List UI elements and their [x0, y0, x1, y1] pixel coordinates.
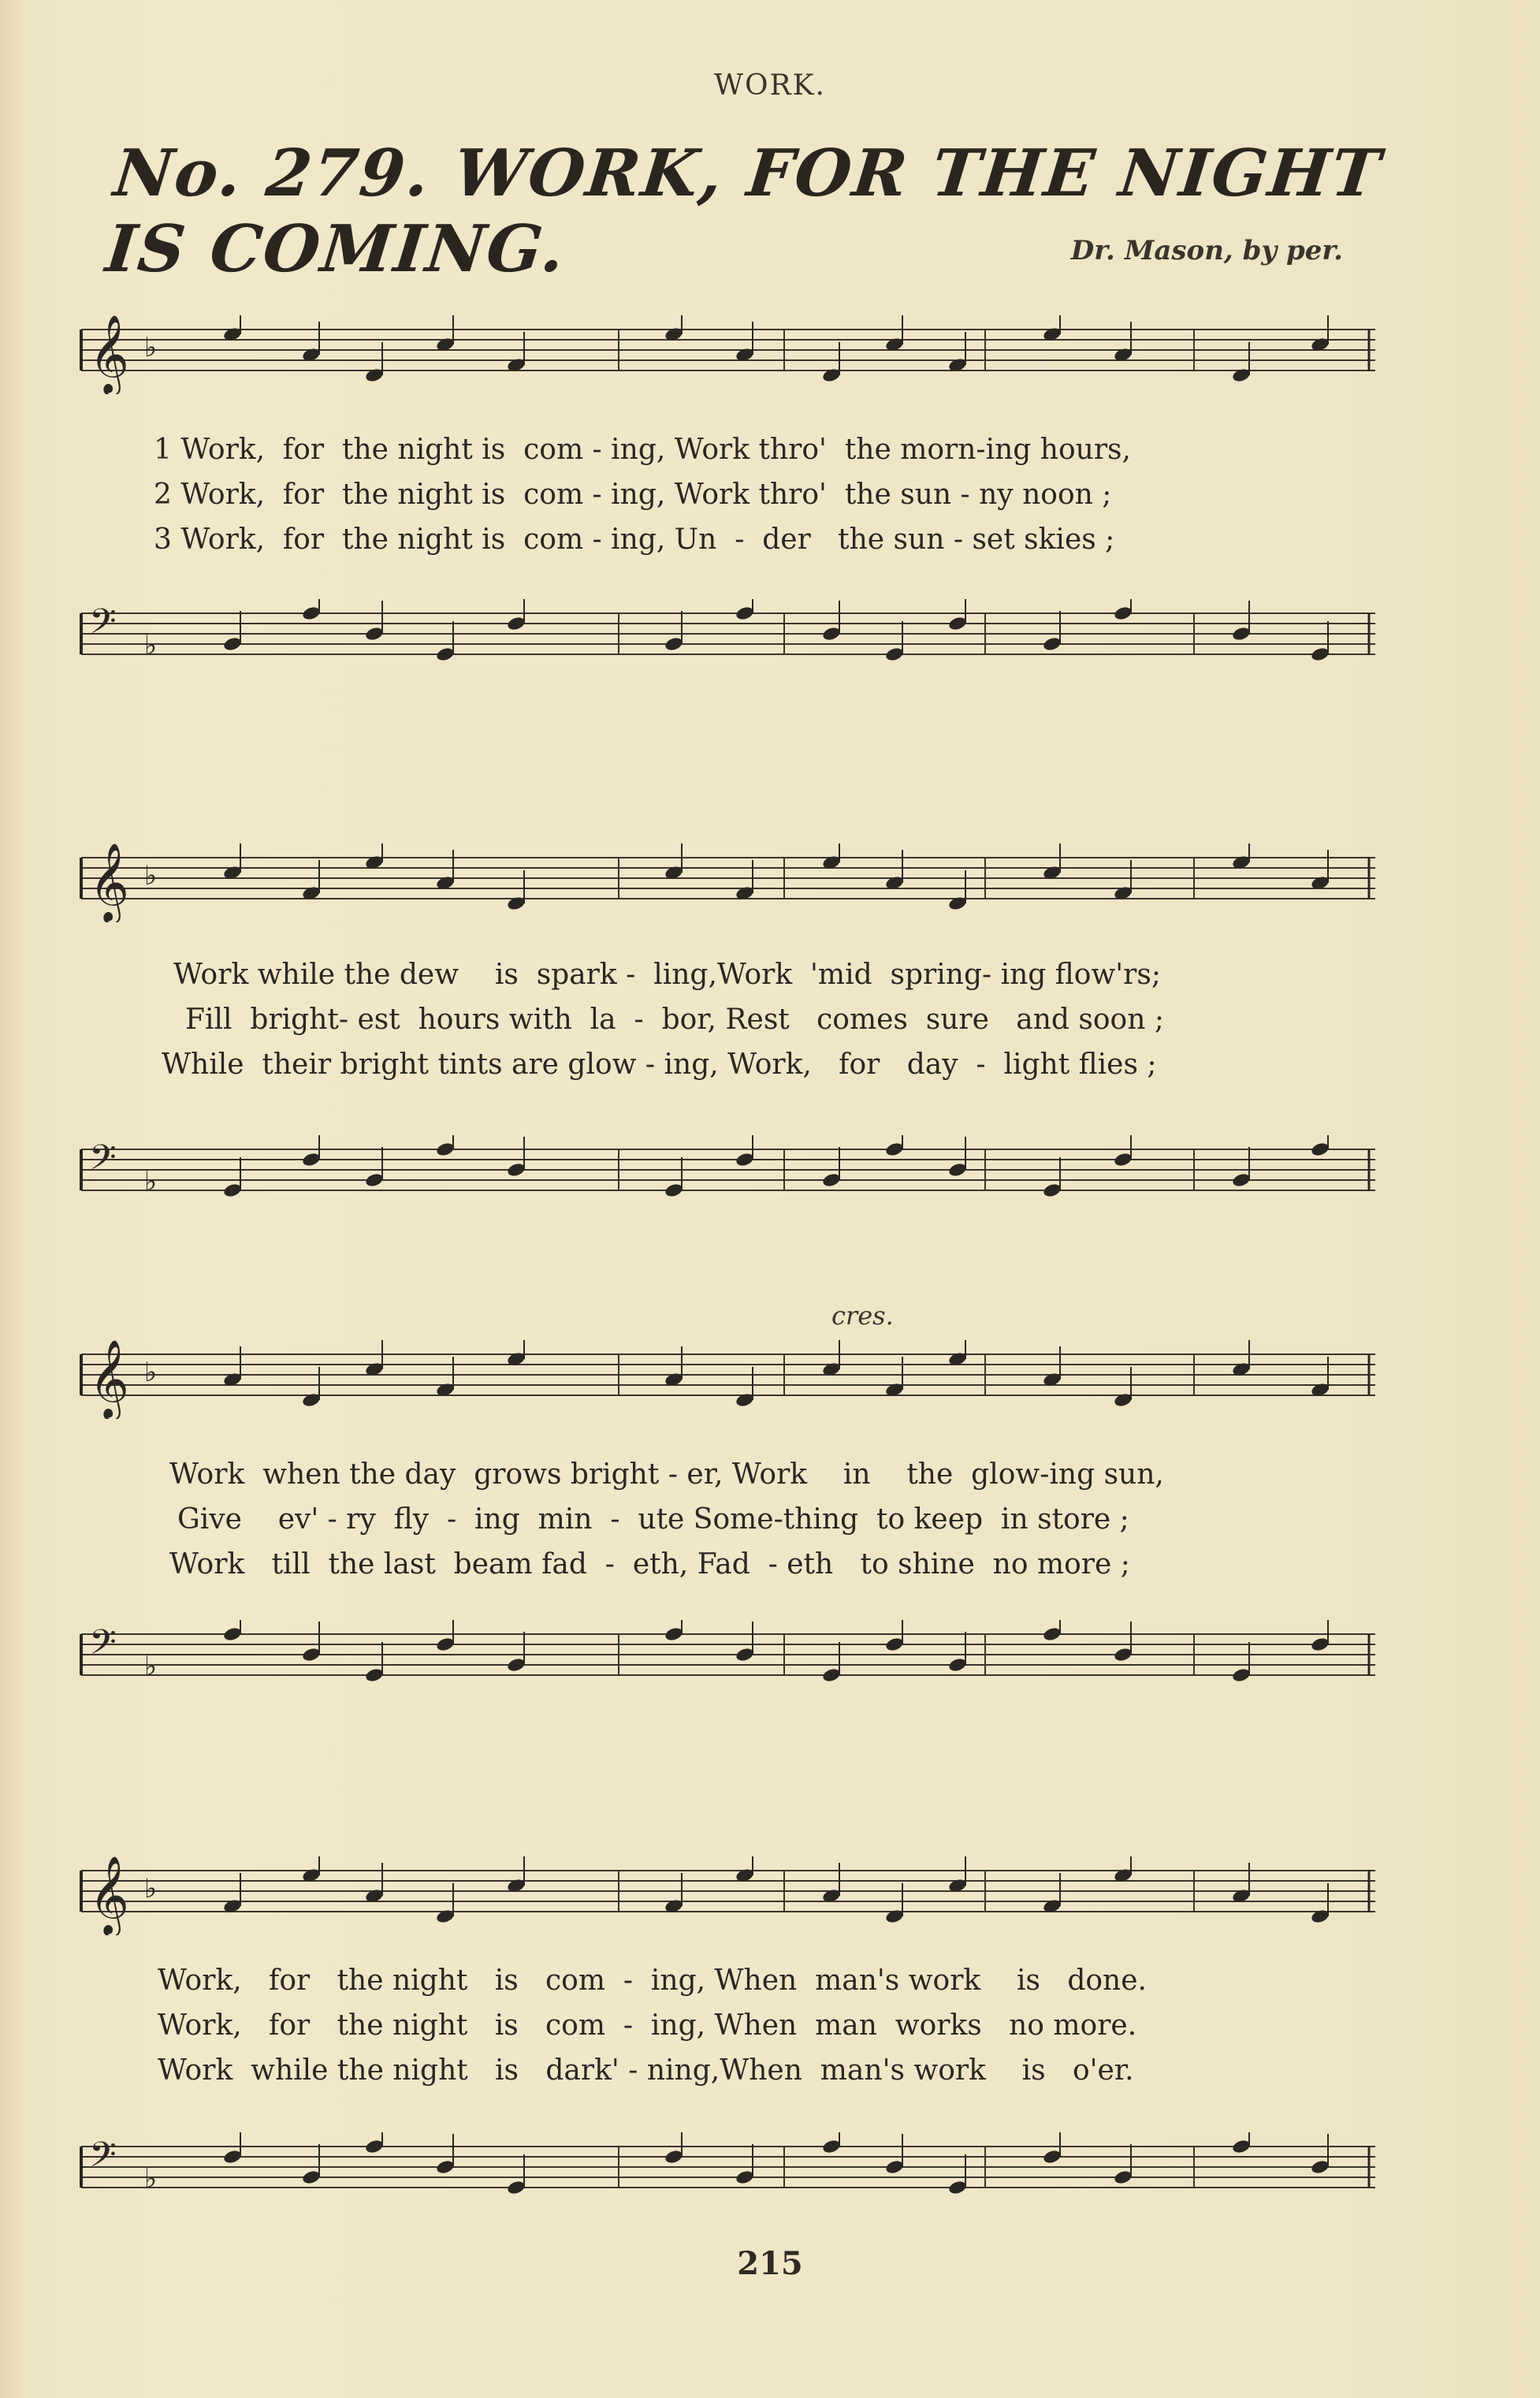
- notehead: [301, 1647, 321, 1663]
- notehead: [735, 2169, 754, 2186]
- composer-attribution: Dr. Mason, by per.: [1070, 235, 1343, 266]
- notehead: [1310, 1637, 1330, 1653]
- treble-clef-icon: 𝄞: [89, 1340, 129, 1418]
- notehead: [506, 1162, 526, 1179]
- bass-clef-icon: 𝄢: [89, 1622, 117, 1671]
- lyric-line: Work, for the night is com - ing, When man works no more.: [158, 2009, 1137, 2042]
- treble-staff: [75, 315, 1383, 394]
- notehead: [947, 1162, 967, 1179]
- notehead: [821, 2139, 841, 2155]
- notehead: [735, 1392, 754, 1409]
- notehead: [821, 626, 841, 642]
- notehead: [301, 1152, 321, 1168]
- flat-icon: ♭: [144, 860, 158, 892]
- notehead: [1231, 1667, 1251, 1684]
- notehead: [1042, 2149, 1062, 2165]
- notehead: [1310, 1908, 1330, 1925]
- notehead: [884, 2159, 904, 2176]
- bass-clef-icon: 𝄢: [89, 2134, 117, 2184]
- notehead: [664, 1626, 683, 1643]
- notehead: [1310, 2159, 1330, 2176]
- notehead: [1042, 1626, 1062, 1643]
- notehead: [884, 1141, 904, 1158]
- notehead: [664, 2149, 683, 2165]
- treble-clef-icon: 𝄞: [89, 843, 129, 922]
- notehead: [364, 1667, 384, 1684]
- notehead: [301, 1392, 321, 1409]
- notehead: [1310, 1141, 1330, 1158]
- treble-clef-icon: 𝄞: [89, 315, 129, 393]
- notehead: [664, 1182, 683, 1199]
- music-system-4: [75, 1829, 1383, 2239]
- lyric-line: Work while the dew is spark - ling,Work 'mid spring- ing flow'rs;: [173, 959, 1161, 991]
- notehead: [435, 2159, 455, 2176]
- notehead: [1231, 2139, 1251, 2155]
- lyric-line: Fill bright- est hours with la - bor, Rest comes sure and soon ;: [185, 1004, 1164, 1036]
- notehead: [364, 2139, 384, 2155]
- flat-icon: ♭: [144, 1873, 158, 1905]
- notehead: [1113, 1392, 1133, 1409]
- notehead: [301, 605, 321, 622]
- notehead: [506, 616, 526, 632]
- notehead: [506, 1657, 526, 1674]
- notehead: [1113, 1647, 1133, 1663]
- page-number: 215: [737, 2245, 803, 2282]
- notehead: [735, 605, 754, 622]
- lyric-line: Work while the night is dark' - ning,When man's work is o'er.: [158, 2054, 1134, 2087]
- flat-icon: ♭: [144, 332, 158, 363]
- treble-clef-icon: 𝄞: [89, 1856, 129, 1934]
- notehead: [1113, 2169, 1133, 2186]
- notehead: [884, 1908, 904, 1925]
- lyric-line: Work when the day grows bright - er, Work in the glow-ing sun,: [169, 1458, 1164, 1491]
- notehead: [435, 1141, 455, 1158]
- flat-icon: ♭: [144, 1166, 158, 1197]
- bass-staff: [75, 1135, 1383, 1214]
- notehead: [947, 1657, 967, 1674]
- lyric-line: Give ev' - ry fly - ing min - ute Some-thing to keep in store ;: [177, 1503, 1129, 1536]
- bass-staff: [75, 1620, 1383, 1699]
- notehead: [1113, 605, 1133, 622]
- notehead: [364, 1172, 384, 1189]
- notehead: [506, 896, 526, 912]
- notehead: [735, 1647, 754, 1663]
- notehead: [884, 1637, 904, 1653]
- notehead: [947, 896, 967, 912]
- flat-icon: ♭: [144, 630, 158, 661]
- bass-staff: [75, 599, 1383, 678]
- notehead: [664, 636, 683, 653]
- treble-staff: [75, 1856, 1383, 1935]
- notehead: [947, 616, 967, 632]
- notehead: [364, 367, 384, 384]
- notehead: [821, 1172, 841, 1189]
- notehead: [1231, 1172, 1251, 1189]
- treble-staff: [75, 1340, 1383, 1419]
- notehead: [435, 1908, 455, 1925]
- notehead: [301, 2169, 321, 2186]
- notehead: [222, 636, 242, 653]
- bass-clef-icon: 𝄢: [89, 1137, 117, 1186]
- music-system-1: [75, 300, 1383, 694]
- notehead: [222, 1182, 242, 1199]
- notehead: [364, 626, 384, 642]
- notehead: [222, 1626, 242, 1643]
- music-system-2: [75, 820, 1383, 1214]
- bass-clef-icon: 𝄢: [89, 601, 117, 650]
- notehead: [1310, 646, 1330, 663]
- section-header: WORK.: [714, 69, 826, 102]
- crescendo-marking: cres.: [831, 1301, 894, 1331]
- bass-staff: [75, 2132, 1383, 2211]
- notehead: [735, 1152, 754, 1168]
- treble-staff: [75, 843, 1383, 922]
- lyric-line: Work, for the night is com - ing, When man's work is done.: [158, 1964, 1147, 1997]
- lyric-line: 1 Work, for the night is com - ing, Work thro' the morn-ing hours,: [154, 434, 1131, 466]
- notehead: [1231, 626, 1251, 642]
- lyric-line: While their bright tints are glow - ing, Work, for day - light flies ;: [162, 1048, 1157, 1081]
- notehead: [884, 646, 904, 663]
- notehead: [222, 2149, 242, 2165]
- notehead: [1042, 636, 1062, 653]
- flat-icon: ♭: [144, 1651, 158, 1682]
- music-system-3: [75, 1301, 1383, 1711]
- notehead: [435, 646, 455, 663]
- notehead: [506, 2180, 526, 2196]
- notehead: [821, 367, 841, 384]
- notehead: [1113, 1152, 1133, 1168]
- hymn-title: No. 279. WORK, FOR THE NIGHT IS COMING.: [102, 136, 1386, 287]
- notehead: [947, 2180, 967, 2196]
- notehead: [821, 1667, 841, 1684]
- notehead: [435, 1637, 455, 1653]
- flat-icon: ♭: [144, 2163, 158, 2195]
- notehead: [1042, 1182, 1062, 1199]
- lyric-line: 3 Work, for the night is com - ing, Un - der the sun - set skies ;: [154, 523, 1115, 556]
- lyric-line: 2 Work, for the night is com - ing, Work thro' the sun - ny noon ;: [154, 478, 1112, 511]
- flat-icon: ♭: [144, 1357, 158, 1388]
- lyric-line: Work till the last beam fad - eth, Fad - eth to shine no more ;: [169, 1548, 1130, 1581]
- notehead: [1231, 367, 1251, 384]
